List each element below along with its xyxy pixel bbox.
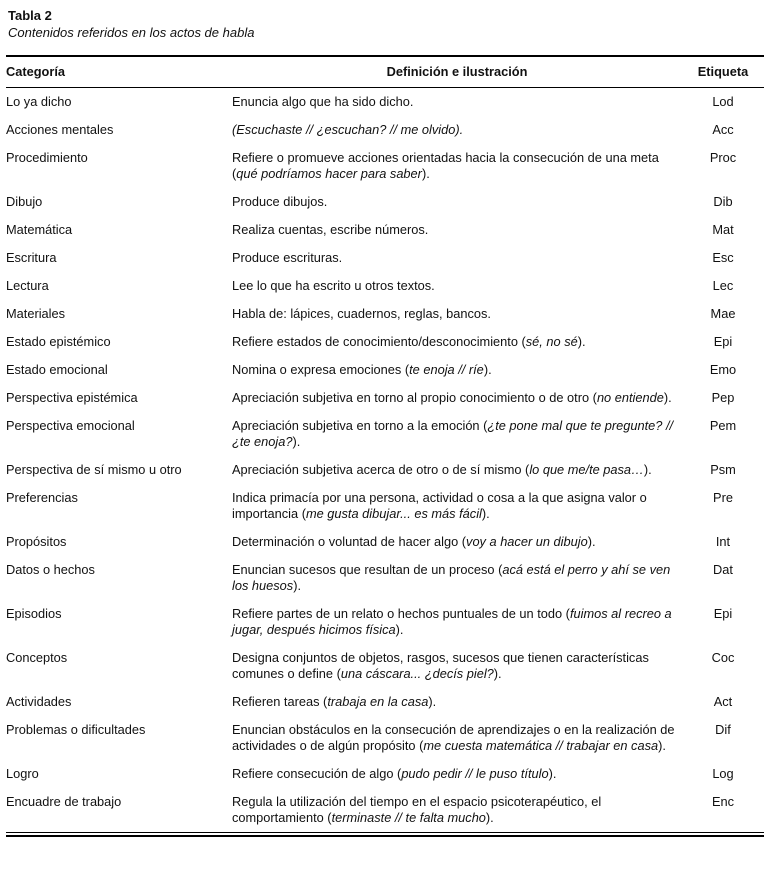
definition-example: te enoja // ríe: [409, 362, 484, 377]
definition-example: sé, no sé: [525, 334, 578, 349]
table-body: [6, 88, 764, 833]
column-header-categoria: Categoría: [6, 56, 232, 88]
tag-cell: Lod: [712, 94, 734, 109]
definition-text: ).: [577, 334, 586, 349]
table-row: [6, 144, 764, 188]
table-row: [6, 300, 764, 328]
definition-text: ).: [643, 462, 652, 477]
table-row: [6, 716, 764, 760]
category-cell: Problemas o dificultades: [6, 722, 146, 737]
definition-cell: [232, 688, 682, 716]
tag-cell: Enc: [711, 794, 735, 809]
definition-text: ).: [587, 534, 596, 549]
tag-cell: Proc: [709, 150, 737, 165]
definition-cell: [232, 644, 682, 688]
tag-cell: Acc: [712, 122, 734, 137]
category-cell: Estado epistémico: [6, 334, 111, 349]
definition-text: Designa conjuntos de objetos, rasgos, sucesos que tienen características comunes o define (: [232, 650, 649, 681]
definition-cell: [232, 600, 682, 644]
definition-cell: [232, 528, 682, 556]
category-cell: Dibujo: [6, 194, 43, 209]
table-row: [6, 556, 764, 600]
tag-cell: Dat: [713, 562, 733, 577]
definition-text: ).: [421, 166, 430, 181]
category-cell: Acciones mentales: [6, 122, 114, 137]
definition-cell: [232, 556, 682, 600]
definition-text: ).: [292, 434, 301, 449]
definition-text: Refiere partes de un relato o hechos puntuales de un todo (: [232, 606, 570, 621]
definition-cell: [232, 716, 682, 760]
definition-example: (Escuchaste // ¿escuchan? // me olvido).: [232, 122, 464, 137]
definition-example: acá está el perro y ahí se ven los huesos: [232, 562, 671, 593]
table-row: [6, 644, 764, 688]
table-row: [6, 116, 764, 144]
definition-text: ).: [481, 506, 490, 521]
definition-cell: [232, 188, 682, 216]
table-caption: [8, 8, 764, 41]
definition-text: ).: [548, 766, 557, 781]
definition-text: ).: [428, 694, 437, 709]
definition-text: Refiere consecución de algo (: [232, 766, 402, 781]
tag-cell: Lec: [712, 278, 734, 293]
table-row: [6, 456, 764, 484]
definition-text: ).: [483, 362, 492, 377]
definition-cell: [232, 384, 682, 412]
tag-cell: Esc: [712, 250, 734, 265]
definition-example: pudo pedir // le puso título: [401, 766, 549, 781]
definition-text: ).: [493, 666, 502, 681]
table-row: [6, 688, 764, 716]
definition-text: ).: [485, 810, 494, 825]
category-cell: Datos o hechos: [6, 562, 95, 577]
speech-acts-table: [6, 55, 764, 832]
definition-text: Refiere estados de conocimiento/desconocimiento (: [232, 334, 526, 349]
definition-text: Refiere o promueve acciones orientadas hacia la consecución de una meta (: [232, 150, 659, 181]
definition-example: terminaste // te falta mucho: [331, 810, 486, 825]
table-label: Tabla 2: [8, 8, 52, 23]
definition-text: Nomina o expresa emociones (: [232, 362, 410, 377]
definition-cell: [232, 116, 682, 144]
table-row: [6, 484, 764, 528]
table-row: [6, 244, 764, 272]
bottom-rule-thick: [6, 835, 764, 837]
table-title: Contenidos referidos en los actos de habla: [8, 25, 255, 40]
tag-cell: Epi: [713, 334, 733, 349]
definition-text: Enuncian sucesos que resultan de un proceso (: [232, 562, 503, 577]
definition-text: Produce escrituras.: [232, 250, 343, 265]
table-row: [6, 600, 764, 644]
table-row: [6, 528, 764, 556]
definition-example: voy a hacer un dibujo: [466, 534, 588, 549]
column-header-etiqueta: Etiqueta: [682, 56, 764, 88]
definition-text: ).: [293, 578, 302, 593]
table-row: [6, 384, 764, 412]
definition-example: me cuesta matemática // trabajar en casa: [423, 738, 659, 753]
tag-cell: Mat: [712, 222, 734, 237]
category-cell: Conceptos: [6, 650, 68, 665]
table-row: [6, 88, 764, 117]
header-row: [6, 56, 764, 88]
definition-text: Refieren tareas (: [232, 694, 328, 709]
definition-text: Indica primacía por una persona, actividad o cosa a la que asigna valor o importancia (: [232, 490, 647, 521]
definition-cell: [232, 216, 682, 244]
definition-text: Apreciación subjetiva en torno al propio conocimiento o de otro (: [232, 390, 597, 405]
definition-cell: [232, 788, 682, 832]
definition-text: Apreciación subjetiva acerca de otro o de sí mismo (: [232, 462, 530, 477]
table-row: [6, 328, 764, 356]
definition-example: fuimos al recreo a jugar, después hicimos física: [232, 606, 672, 637]
definition-text: ).: [658, 738, 666, 753]
definition-example: una cáscara... ¿decís piel?: [340, 666, 494, 681]
category-cell: Escritura: [6, 250, 57, 265]
definition-example: me gusta dibujar... es más fácil: [305, 506, 482, 521]
definition-text: ).: [395, 622, 404, 637]
table-row: [6, 760, 764, 788]
definition-cell: [232, 356, 682, 384]
definition-cell: [232, 244, 682, 272]
column-header-definicion: Definición e ilustración: [232, 56, 682, 88]
category-cell: Episodios: [6, 606, 62, 621]
category-cell: Estado emocional: [6, 362, 108, 377]
definition-example: qué podríamos hacer para saber: [236, 166, 422, 181]
tag-cell: Epi: [713, 606, 733, 621]
definition-text: Determinación o voluntad de hacer algo (: [232, 534, 467, 549]
definition-cell: [232, 88, 682, 117]
definition-cell: [232, 760, 682, 788]
tag-cell: Int: [715, 534, 731, 549]
category-cell: Materiales: [6, 306, 66, 321]
tag-cell: Mae: [710, 306, 736, 321]
tag-cell: Log: [712, 766, 734, 781]
category-cell: Perspectiva emocional: [6, 418, 135, 433]
category-cell: Encuadre de trabajo: [6, 794, 122, 809]
definition-example: no entiende: [596, 390, 664, 405]
definition-cell: [232, 456, 682, 484]
definition-text: Produce dibujos.: [232, 194, 328, 209]
table-row: [6, 356, 764, 384]
definition-cell: [232, 484, 682, 528]
definition-example: lo que me/te pasa…: [529, 462, 644, 477]
tag-cell: Coc: [711, 650, 735, 665]
category-cell: Propósitos: [6, 534, 67, 549]
category-cell: Procedimiento: [6, 150, 88, 165]
table-row: [6, 788, 764, 832]
category-cell: Lectura: [6, 278, 49, 293]
category-cell: Perspectiva epistémica: [6, 390, 138, 405]
definition-text: Enuncian obstáculos en la consecución de aprendizajes o en la realización de actividades o de algún propósito (: [232, 722, 675, 753]
definition-text: ).: [663, 390, 672, 405]
tag-cell: Emo: [709, 362, 737, 377]
table-row: [6, 216, 764, 244]
definition-text: Realiza cuentas, escribe números.: [232, 222, 429, 237]
table-row: [6, 412, 764, 456]
category-cell: Lo ya dicho: [6, 94, 72, 109]
tag-cell: Act: [713, 694, 733, 709]
definition-text: Enuncia algo que ha sido dicho.: [232, 94, 414, 109]
definition-example: ¿te pone mal que te pregunte? // ¿te enoja?: [232, 418, 674, 449]
definition-cell: [232, 272, 682, 300]
definition-text: Regula la utilización del tiempo en el espacio psicoterapéutico, el comportamiento (: [232, 794, 602, 825]
category-cell: Logro: [6, 766, 39, 781]
definition-cell: [232, 328, 682, 356]
category-cell: Perspectiva de sí mismo u otro: [6, 462, 182, 477]
table-row: [6, 188, 764, 216]
tag-cell: Dib: [713, 194, 733, 209]
tag-cell: Psm: [710, 462, 736, 477]
definition-text: Lee lo que ha escrito u otros textos.: [232, 278, 435, 293]
table-row: [6, 272, 764, 300]
definition-cell: [232, 412, 682, 456]
category-cell: Actividades: [6, 694, 72, 709]
definition-text: Apreciación subjetiva en torno a la emoción (: [232, 418, 488, 433]
tag-cell: Pre: [713, 490, 733, 505]
definition-text: Habla de: lápices, cuadernos, reglas, bancos.: [232, 306, 491, 321]
definition-example: trabaja en la casa: [327, 694, 429, 709]
tag-cell: Pep: [711, 390, 735, 405]
category-cell: Preferencias: [6, 490, 78, 505]
tag-cell: Pem: [709, 418, 737, 433]
definition-cell: [232, 300, 682, 328]
tag-cell: Dif: [715, 722, 731, 737]
category-cell: Matemática: [6, 222, 73, 237]
definition-cell: [232, 144, 682, 188]
